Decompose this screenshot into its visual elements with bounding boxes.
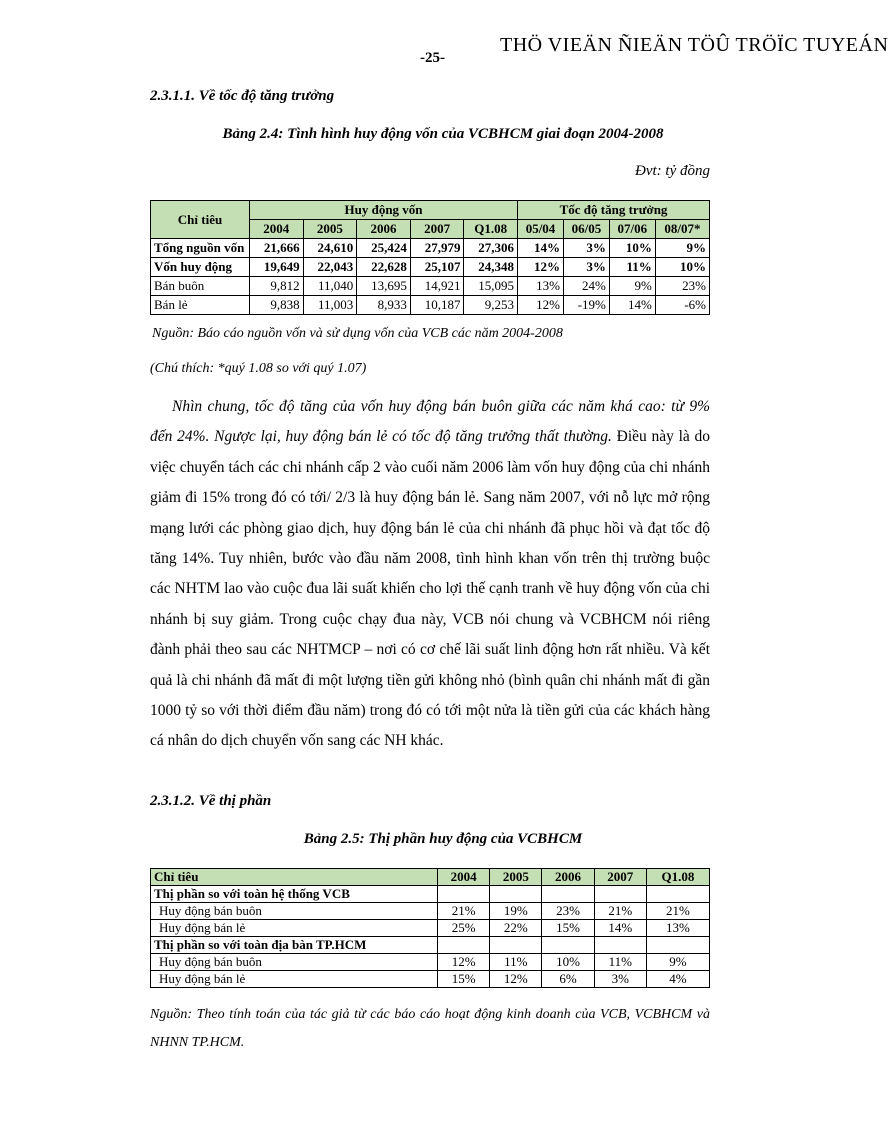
cell-growth: 3% <box>563 239 609 258</box>
cell-value: 9,812 <box>250 277 304 296</box>
table-2-5-source: Nguồn: Theo tính toán của tác giả từ các báo cáo hoạt động kinh doanh của VCB, VCBHCM và NHNN TP.HCM. <box>150 1007 710 1050</box>
cell-value: 15% <box>542 920 594 937</box>
header-year: 2007 <box>594 869 646 886</box>
section-heading-market-share: 2.3.1.2. Về thị phần <box>150 793 272 809</box>
row-label: Bán lẻ <box>151 296 250 315</box>
header-group-mobilization: Huy động vốn <box>250 201 518 220</box>
row-label: Huy động bán buôn <box>151 903 438 920</box>
cell-growth: -6% <box>655 296 709 315</box>
header-year: 2007 <box>410 220 464 239</box>
cell-value: 22,628 <box>357 258 411 277</box>
cell-growth: 11% <box>609 258 655 277</box>
cell-growth: 9% <box>655 239 709 258</box>
cell-value: 27,306 <box>464 239 518 258</box>
table-2-4-source: Nguồn: Báo cáo nguồn vốn và sử dụng vốn của VCB các năm 2004-2008 <box>152 326 563 341</box>
cell-value: 23% <box>542 903 594 920</box>
cell-value: 27,979 <box>410 239 464 258</box>
cell-value: 8,933 <box>357 296 411 315</box>
cell-value: 25,424 <box>357 239 411 258</box>
row-label: Bán buôn <box>151 277 250 296</box>
cell-value: 21,666 <box>250 239 304 258</box>
table-header-row <box>151 869 710 886</box>
cell-value: 13,695 <box>357 277 411 296</box>
cell-value: 10,187 <box>410 296 464 315</box>
cell-growth: 24% <box>563 277 609 296</box>
cell-value: 21% <box>438 903 490 920</box>
cell-growth: 12% <box>518 258 564 277</box>
cell-growth: 10% <box>655 258 709 277</box>
cell-value: 11% <box>490 954 542 971</box>
header-year: Q1.08 <box>464 220 518 239</box>
header-year: 2006 <box>542 869 594 886</box>
section-title: Thị phần so với toàn địa bàn TP.HCM <box>151 937 438 954</box>
header-year: Q1.08 <box>646 869 709 886</box>
cell-value: 3% <box>594 971 646 988</box>
table-2-4-note: (Chú thích: *quý 1.08 so với quý 1.07) <box>150 361 367 376</box>
market-share-table <box>150 868 710 988</box>
cell-value: 11,040 <box>303 277 357 296</box>
row-label: Huy động bán buôn <box>151 954 438 971</box>
table-row <box>151 903 710 920</box>
header-indicator: Chỉ tiêu <box>151 869 438 886</box>
header-year: 2006 <box>357 220 411 239</box>
table-row <box>151 296 710 315</box>
table-2-4-title: Bảng 2.4: Tình hình huy động vốn của VCBHCM giai đoạn 2004-2008 <box>222 126 664 142</box>
table-row <box>151 277 710 296</box>
header-watermark: THÖ VIEÄN ÑIEÄN TÖÛ TRÖÏC TUYEÁN <box>500 34 888 56</box>
cell-growth: -19% <box>563 296 609 315</box>
header-year: 2004 <box>250 220 304 239</box>
paragraph-italic-part: Nhìn chung, tốc độ tăng của vốn huy động bán buôn giữa các năm khá cao: từ 9% đến 24%. Ngược lại, huy động bán lẻ có tốc độ tăng trưởng thất thường. <box>150 398 710 446</box>
row-label: Huy động bán lẻ <box>151 920 438 937</box>
table-section-row <box>151 937 710 954</box>
cell-growth: 12% <box>518 296 564 315</box>
header-year: 2004 <box>438 869 490 886</box>
header-period: 07/06 <box>609 220 655 239</box>
section-title: Thị phần so với toàn hệ thống VCB <box>151 886 438 903</box>
cell-value: 10% <box>542 954 594 971</box>
section-heading-growth: 2.3.1.1. Về tốc độ tăng trưởng <box>150 88 335 104</box>
cell-value: 11% <box>594 954 646 971</box>
cell-value: 25,107 <box>410 258 464 277</box>
header-year: 2005 <box>490 869 542 886</box>
cell-value: 9,253 <box>464 296 518 315</box>
header-period: 08/07* <box>655 220 709 239</box>
header-group-growth: Tốc độ tăng trưởng <box>518 201 710 220</box>
header-year: 2005 <box>303 220 357 239</box>
cell-value: 19% <box>490 903 542 920</box>
body-paragraph <box>150 392 710 757</box>
paragraph-normal-part: Điều này là do việc chuyển tách các chi nhánh cấp 2 vào cuối năm 2006 làm vốn huy động của chi nhánh giảm đi 15% trong đó có tới/ 2/3 là huy động bán lẻ. Sang năm 2007, với nỗ lực mở rộng mạng lưới các phòng giao dịch, huy động bán lẻ của chi nhánh đã phục hồi và đạt tốc độ tăng 14%. Tuy nhiên, bước vào đầu năm 2008, tình hình khan vốn trên thị trường buộc các NHTM lao vào cuộc đua lãi suất khiến cho lợi thế cạnh tranh về huy động vốn của chi nhánh bị suy giảm. Trong cuộc chạy đua này, VCB nói chung và VCBHCM nói riêng đành phải theo sau các NHTMCP – nơi có cơ chế lãi suất linh động hơn rất nhiều. Và kết quả là chi nhánh đã mất đi một lượng tiền gửi không nhỏ (bình quân chi nhánh mất đi gần 1000 tỷ so với thời điểm đầu năm) trong đó có tới một nửa là tiền gửi của các khách hàng cá nhân do dịch chuyển vốn sang các NH khác. <box>150 428 710 750</box>
cell-growth: 10% <box>609 239 655 258</box>
table-section-row <box>151 886 710 903</box>
cell-value: 24,610 <box>303 239 357 258</box>
table-row <box>151 954 710 971</box>
table-row <box>151 920 710 937</box>
cell-value: 15,095 <box>464 277 518 296</box>
capital-mobilization-table <box>150 200 710 315</box>
cell-value: 21% <box>594 903 646 920</box>
cell-value: 9% <box>646 954 709 971</box>
cell-growth: 3% <box>563 258 609 277</box>
header-period: 06/05 <box>563 220 609 239</box>
unit-label: Đvt: tỷ đồng <box>635 163 710 179</box>
cell-value: 19,649 <box>250 258 304 277</box>
cell-value: 24,348 <box>464 258 518 277</box>
cell-value: 11,003 <box>303 296 357 315</box>
row-label: Huy động bán lẻ <box>151 971 438 988</box>
table-row <box>151 239 710 258</box>
cell-value: 14,921 <box>410 277 464 296</box>
cell-value: 9,838 <box>250 296 304 315</box>
cell-value: 15% <box>438 971 490 988</box>
cell-value: 22% <box>490 920 542 937</box>
table-row <box>151 258 710 277</box>
cell-value: 4% <box>646 971 709 988</box>
header-period: 05/04 <box>518 220 564 239</box>
cell-value: 22,043 <box>303 258 357 277</box>
header-indicator: Chỉ tiêu <box>151 201 250 239</box>
page-number: -25- <box>420 50 445 66</box>
cell-value: 12% <box>490 971 542 988</box>
cell-value: 6% <box>542 971 594 988</box>
cell-value: 25% <box>438 920 490 937</box>
cell-value: 21% <box>646 903 709 920</box>
cell-growth: 14% <box>609 296 655 315</box>
cell-growth: 23% <box>655 277 709 296</box>
cell-growth: 14% <box>518 239 564 258</box>
table-row <box>151 971 710 988</box>
cell-value: 14% <box>594 920 646 937</box>
cell-growth: 9% <box>609 277 655 296</box>
cell-value: 12% <box>438 954 490 971</box>
row-label: Vốn huy động <box>151 258 250 277</box>
cell-growth: 13% <box>518 277 564 296</box>
table-2-5-title: Bảng 2.5: Thị phần huy động của VCBHCM <box>303 831 583 847</box>
row-label: Tổng nguồn vốn <box>151 239 250 258</box>
cell-value: 13% <box>646 920 709 937</box>
